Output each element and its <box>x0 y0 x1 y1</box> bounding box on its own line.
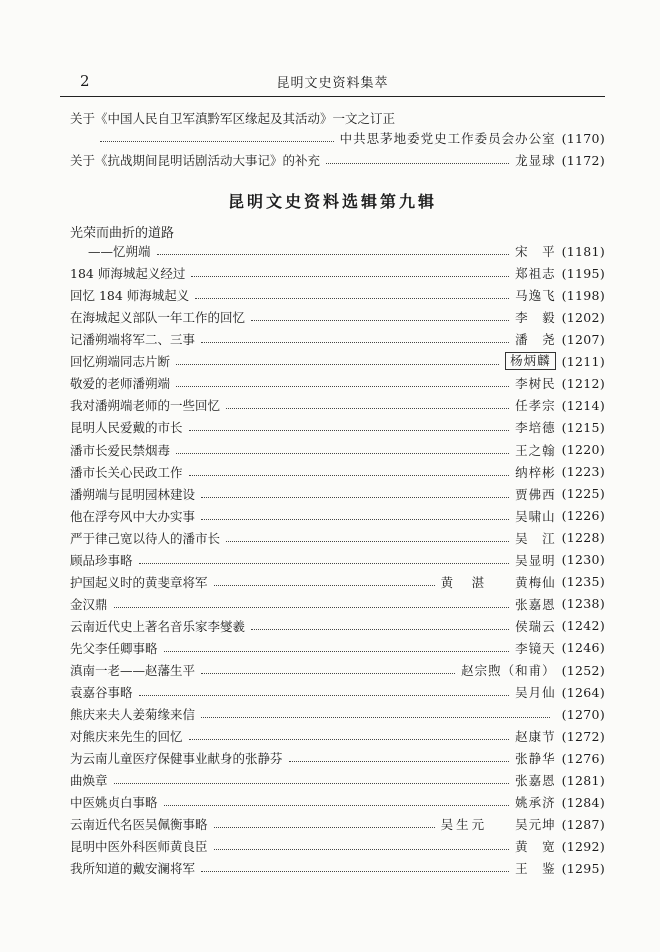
entry-author: 吴月仙 <box>515 685 556 700</box>
entry-author: 张静华 <box>515 751 556 767</box>
entry-title: 曲焕章 <box>70 773 108 789</box>
entry-author: 李培德 <box>515 420 556 436</box>
entry-title: 云南近代名医吴佩衡事略 <box>70 817 208 833</box>
entry-page: (1284) <box>561 794 605 810</box>
toc-entry <box>70 528 605 548</box>
entry-title: 严于律己宽以待人的潘市长 <box>70 530 221 546</box>
entry-title: 我所知道的戴安澜将军 <box>70 861 196 877</box>
entry-title: 金汉鼎 <box>70 596 108 612</box>
toc-entry <box>70 792 605 812</box>
toc-entry <box>70 682 605 702</box>
entry-page: (1272) <box>561 728 605 744</box>
entry-author: 张嘉恩 <box>515 596 556 612</box>
entry-author: 李镜天 <box>515 640 556 656</box>
entry-author: 赵康节 <box>515 729 556 745</box>
entry-title: 关于《抗战期间昆明话剧活动大事记》的补充 <box>70 153 321 168</box>
dot-leader <box>251 319 509 321</box>
dot-leader <box>139 562 510 564</box>
entry-title: 昆明中医外科医师黄良臣 <box>70 839 208 855</box>
entry-title: ——忆朔端 <box>88 244 151 259</box>
entry-page: (1226) <box>561 508 605 524</box>
entry-author: 侯瑞云 <box>515 618 556 634</box>
entry-title: 熊庆来夫人姜菊缘来信 <box>70 707 196 722</box>
entry-page: (1170) <box>561 130 605 146</box>
entry-title: 184 师海城起义经过 <box>70 266 186 282</box>
entry-title: 云南近代史上著名音乐家李燮羲 <box>70 618 246 634</box>
dot-leader <box>191 275 509 277</box>
dot-leader <box>201 672 455 674</box>
toc-entry <box>70 748 605 768</box>
toc-entry <box>70 594 605 614</box>
entry-title: 中医姚贞白事略 <box>70 795 158 811</box>
toc-entry <box>70 638 605 658</box>
entry-page: (1198) <box>561 287 605 303</box>
dot-leader <box>164 650 510 652</box>
page-number: 2 <box>80 72 90 90</box>
entry-author: 黄梅仙 <box>515 574 556 590</box>
entry-author: 中共思茅地委党史工作委员会办公室 <box>339 131 556 146</box>
dot-leader <box>201 496 509 498</box>
toc-entry <box>70 351 605 371</box>
entry-author: 姚承济 <box>515 795 556 811</box>
entry-title: 袁嘉谷事略 <box>70 685 133 700</box>
entry-page: (1235) <box>561 574 605 590</box>
page-header <box>60 66 605 97</box>
entry-page: (1230) <box>561 552 605 568</box>
entry-author: 王 鉴 <box>515 861 556 877</box>
dot-leader <box>226 407 509 409</box>
entry-page: (1172) <box>561 152 605 168</box>
entry-title: 潘朔端与昆明园林建设 <box>70 486 196 502</box>
dot-leader <box>326 162 509 164</box>
toc-entry <box>70 263 605 283</box>
entry-author: 郑祖志 <box>515 266 556 282</box>
entry-page: (1292) <box>561 838 605 854</box>
toc-entry <box>70 108 605 128</box>
dot-leader <box>214 584 435 586</box>
dot-leader <box>201 518 509 520</box>
dot-leader <box>195 297 509 299</box>
entry-author: 吴啸山 <box>515 508 556 524</box>
dot-leader <box>114 782 510 784</box>
dot-leader <box>176 385 509 387</box>
toc-entry <box>70 285 605 305</box>
entry-page: (1223) <box>561 464 605 479</box>
dot-leader <box>157 253 510 255</box>
entry-author: 潘 尧 <box>515 332 556 348</box>
entry-title: 我对潘朔端老师的一些回忆 <box>70 398 221 414</box>
entry-author: 吴元坤 <box>515 817 556 833</box>
entry-page: (1295) <box>561 860 605 876</box>
toc-entry <box>70 128 605 148</box>
entry-author: 纳梓彬 <box>515 464 556 480</box>
toc-entry <box>70 395 605 415</box>
toc-entry <box>70 241 605 261</box>
entry-page: (1264) <box>561 684 605 700</box>
entry-coauthor: 黄 湛 <box>440 574 488 590</box>
dot-leader <box>251 628 509 630</box>
entry-title: 滇南一老——赵藩生平 <box>70 663 196 678</box>
entry-author: 任孝宗 <box>515 398 556 414</box>
dot-leader <box>201 870 509 872</box>
entry-author: 张嘉恩 <box>515 773 556 789</box>
toc-entry <box>70 462 605 482</box>
group-title: 光荣而曲折的道路 <box>70 226 175 241</box>
entry-title: 对熊庆来先生的回忆 <box>70 729 183 745</box>
entry-title: 回忆朔端同志片断 <box>70 354 171 370</box>
toc-entry <box>70 440 605 460</box>
entry-page: (1212) <box>561 375 605 391</box>
dot-leader <box>214 848 510 850</box>
entry-page: (1242) <box>561 618 605 634</box>
toc-entry <box>70 660 605 680</box>
entry-author: 赵宗煦（和甫） <box>461 663 556 678</box>
toc-entry <box>70 814 605 834</box>
entry-author: 贾佛西 <box>515 486 556 502</box>
entry-author: 杨炳麟 <box>505 352 556 370</box>
dot-leader <box>214 826 435 828</box>
toc-entry <box>70 307 605 327</box>
entry-title: 关于《中国人民自卫军滇黔军区缘起及其活动》一文之订正 <box>70 111 396 126</box>
entry-author: 吴 江 <box>515 530 556 546</box>
dot-leader <box>189 738 510 740</box>
entry-page: (1211) <box>561 353 605 369</box>
entry-page: (1215) <box>561 419 605 435</box>
dot-leader <box>201 716 550 718</box>
toc-entry <box>70 572 605 592</box>
entry-title: 回忆 184 师海城起义 <box>70 288 190 304</box>
dot-leader <box>189 474 510 476</box>
entry-title: 记潘朔端将军二、三事 <box>70 332 196 348</box>
dot-leader <box>189 429 510 431</box>
toc-entry <box>70 150 605 170</box>
entry-title: 潘市长爱民禁烟毒 <box>70 442 171 458</box>
toc-entry <box>70 704 605 724</box>
entry-author: 李树民 <box>515 376 556 392</box>
entry-page: (1207) <box>561 331 605 347</box>
toc-entry <box>70 329 605 349</box>
toc-entry <box>70 836 605 856</box>
entry-author: 李 毅 <box>515 310 556 326</box>
dot-leader <box>289 760 510 762</box>
toc-entry <box>70 858 605 878</box>
entry-title: 在海城起义部队一年工作的回忆 <box>70 310 246 326</box>
dot-leader <box>226 540 509 542</box>
toc-entry <box>70 726 605 746</box>
entry-author: 马逸飞 <box>515 288 556 304</box>
entry-page: (1220) <box>561 442 605 457</box>
toc-entry <box>70 550 605 570</box>
entry-page: (1225) <box>561 486 605 502</box>
entry-title: 他在浮夸风中大办实事 <box>70 508 196 524</box>
entry-page: (1202) <box>561 309 605 325</box>
section-heading: 昆明文史资料选辑第九辑 <box>227 192 437 211</box>
entry-page: (1252) <box>561 662 605 678</box>
toc-entry <box>70 484 605 504</box>
entry-author: 黄 宽 <box>515 839 556 855</box>
toc-entry <box>70 616 605 636</box>
entry-page: (1181) <box>561 243 605 259</box>
entry-page: (1276) <box>561 750 605 766</box>
toc-entry <box>70 506 605 526</box>
entry-title: 顾品珍事略 <box>70 552 133 568</box>
dot-leader <box>100 140 334 142</box>
entry-page: (1270) <box>561 706 605 722</box>
entry-author: 吴显明 <box>515 552 556 568</box>
entry-author: 王之翰 <box>515 442 556 458</box>
toc-entry <box>70 417 605 437</box>
entry-author: 龙显球 <box>515 153 556 168</box>
entry-title: 敬爱的老师潘朔端 <box>70 376 171 392</box>
dot-leader <box>201 341 509 343</box>
dot-leader <box>114 606 510 608</box>
entry-title: 先父李任卿事略 <box>70 640 158 656</box>
entry-page: (1281) <box>561 772 605 788</box>
entry-page: (1195) <box>561 265 605 281</box>
dot-leader <box>164 804 510 806</box>
entry-title: 护国起义时的黄斐章将军 <box>70 574 208 590</box>
toc-entry <box>70 770 605 790</box>
entry-title: 昆明人民爱戴的市长 <box>70 420 183 436</box>
entry-coauthor: 吴生元 <box>440 817 488 833</box>
entry-title: 潘市长关心民政工作 <box>70 464 183 480</box>
entry-page: (1238) <box>561 596 605 612</box>
entry-author: 宋 平 <box>515 244 556 259</box>
toc-entry <box>70 373 605 393</box>
entry-page: (1246) <box>561 640 605 656</box>
entry-page: (1228) <box>561 530 605 546</box>
entry-page: (1214) <box>561 397 605 413</box>
dot-leader <box>176 452 509 454</box>
running-title: 昆明文史资料集萃 <box>276 76 389 91</box>
dot-leader <box>139 694 510 696</box>
dot-leader <box>176 363 499 365</box>
entry-page: (1287) <box>561 816 605 832</box>
entry-title: 为云南儿童医疗保健事业献身的张静芬 <box>70 751 283 767</box>
